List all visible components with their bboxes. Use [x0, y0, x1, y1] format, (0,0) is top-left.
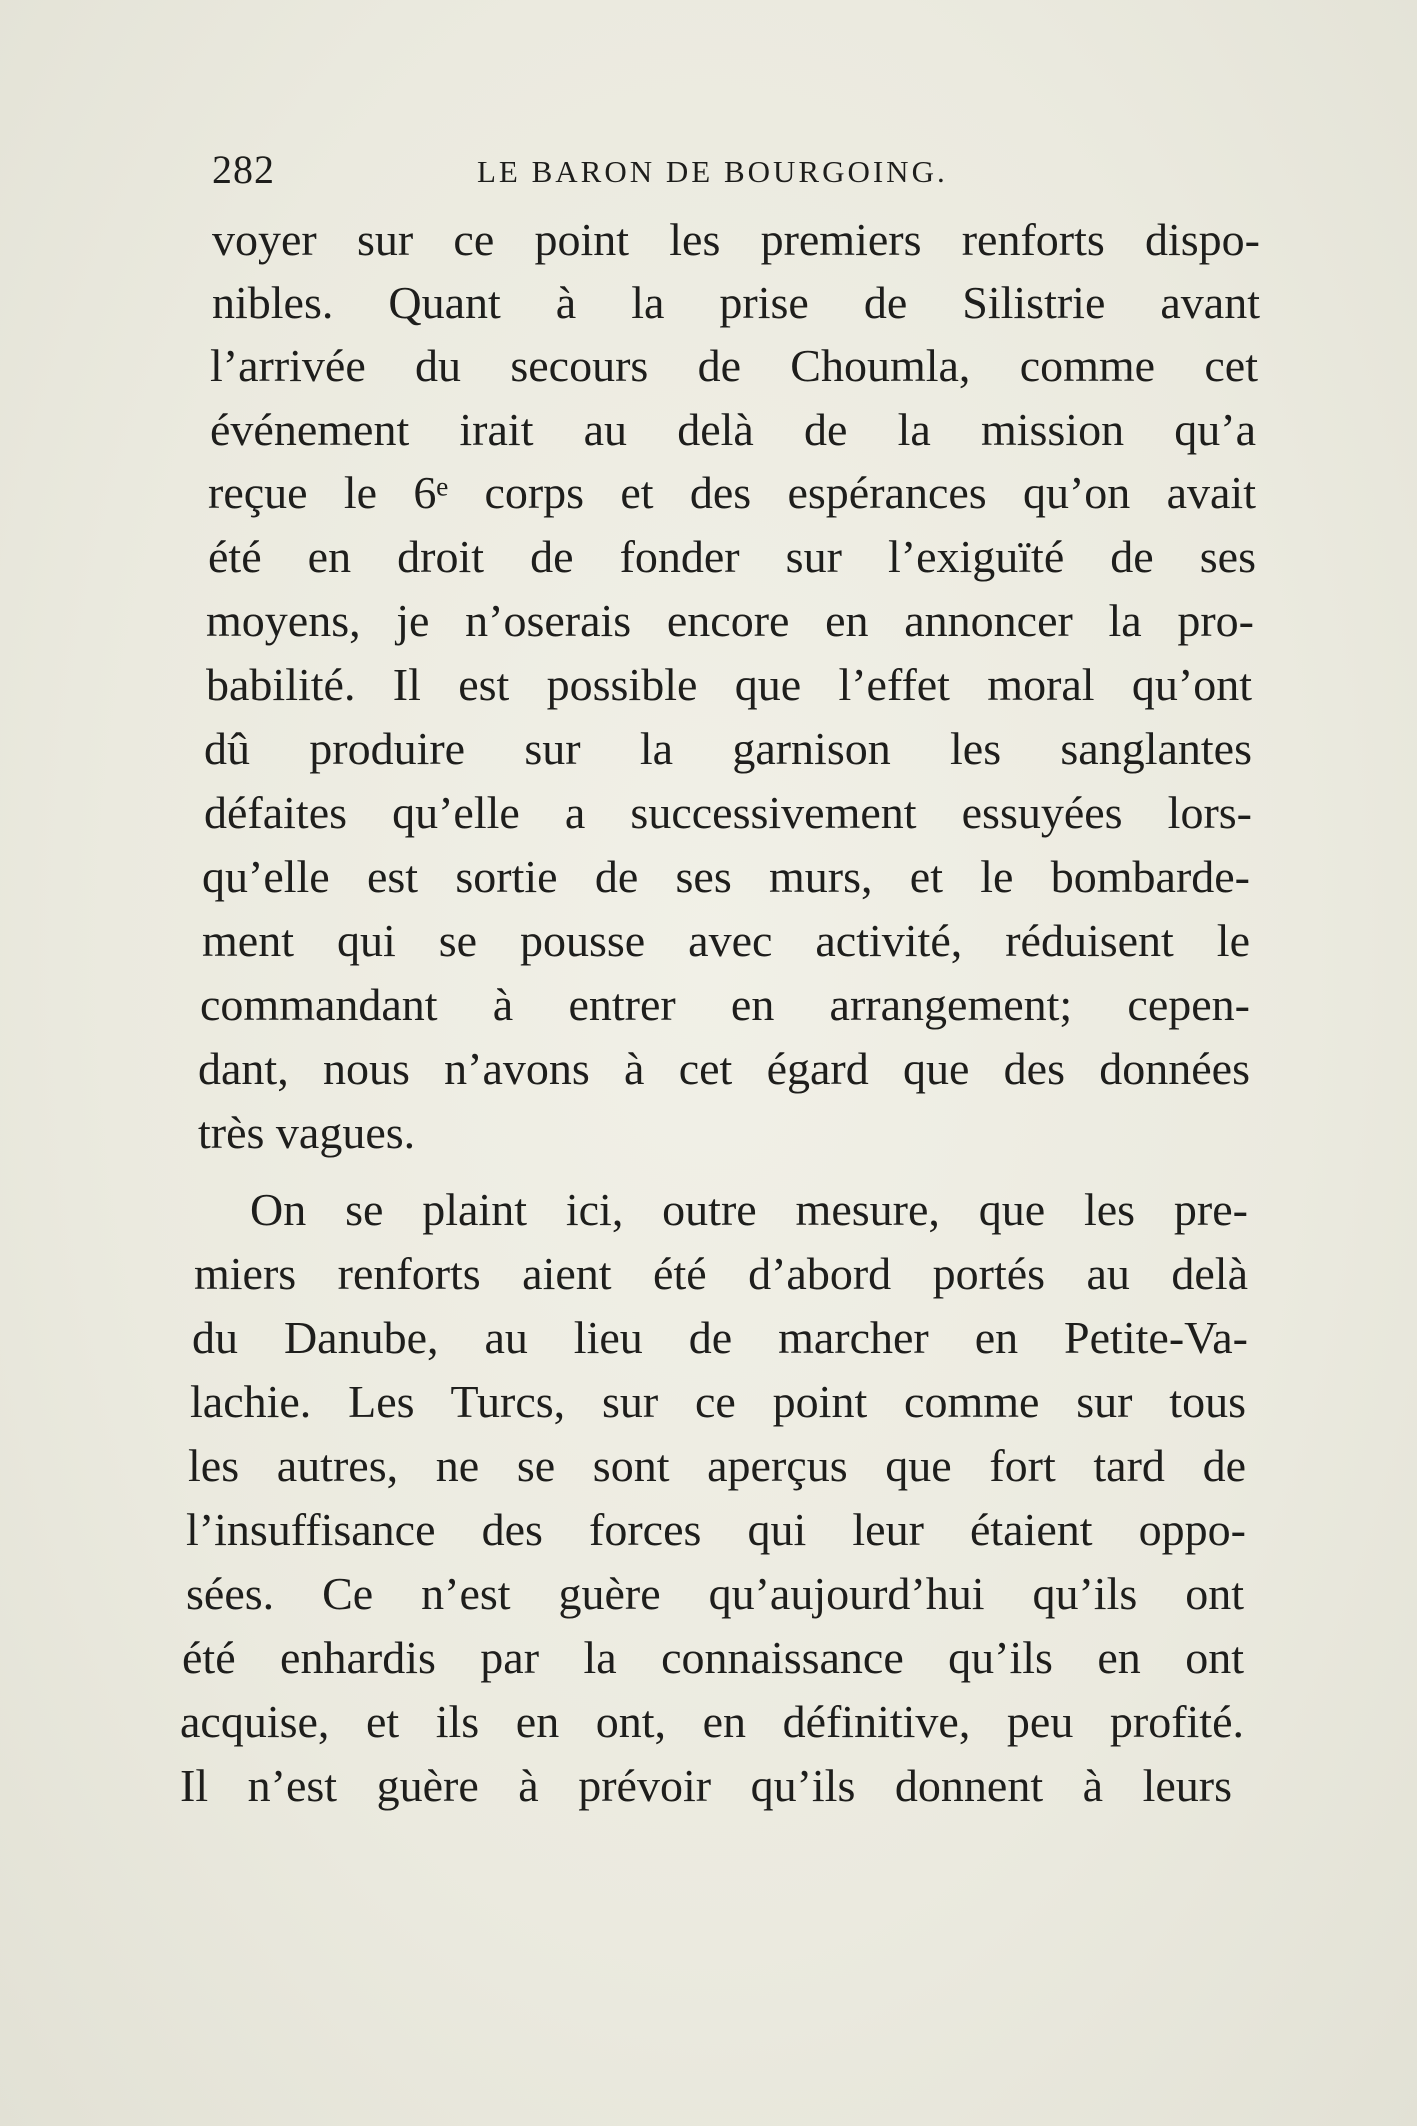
running-head: LE BARON DE BOURGOING. [477, 154, 948, 189]
text-line: été enhardis par la connaissance qu’ils en ont [182, 1632, 1244, 1683]
text-line: lachie. Les Turcs, sur ce point comme sur tous [190, 1376, 1246, 1427]
text-line: miers renforts aient été d’abord portés au delà [194, 1248, 1248, 1299]
text-line: dant, nous n’avons à cet égard que des données [198, 1043, 1250, 1094]
page-number: 282 [212, 147, 275, 192]
text-line: sées. Ce n’est guère qu’aujourd’hui qu’ils ont [186, 1568, 1244, 1619]
text-line: nibles. Quant à la prise de Silistrie avant [212, 277, 1260, 328]
text-line: commandant à entrer en arrangement; cepen- [200, 979, 1250, 1030]
text-line: moyens, je n’oserais encore en annoncer la pro- [206, 595, 1254, 646]
text-line: ment qui se pousse avec activité, réduisent le [202, 915, 1250, 966]
text-line: très vagues. [198, 1107, 416, 1158]
text-line: du Danube, au lieu de marcher en Petite-Va- [192, 1312, 1248, 1363]
text-line: babilité. Il est possible que l’effet moral qu’ont [206, 659, 1252, 710]
text-line: l’insuffisance des forces qui leur étaient oppo- [186, 1504, 1246, 1555]
text-line: les autres, ne se sont aperçus que fort tard de [188, 1440, 1246, 1491]
text-line: été en droit de fonder sur l’exiguïté de ses [208, 531, 1256, 582]
text-line: acquise, et ils en ont, en définitive, peu profité. [180, 1696, 1244, 1747]
text-line: qu’elle est sortie de ses murs, et le bombarde- [202, 851, 1250, 902]
text-line: dû produire sur la garnison les sanglantes [204, 723, 1252, 774]
text-line: défaites qu’elle a successivement essuyées lors- [204, 787, 1252, 838]
text-line: Il n’est guère à prévoir qu’ils donnent à leurs [180, 1760, 1232, 1811]
text-line: reçue le 6ᵉ corps et des espérances qu’on avait [208, 467, 1256, 518]
text-line: voyer sur ce point les premiers renforts dispo- [212, 214, 1260, 265]
text-line: événement irait au delà de la mission qu’a [210, 404, 1256, 455]
text-line: l’arrivée du secours de Choumla, comme cet [210, 340, 1258, 391]
text-line: On se plaint ici, outre mesure, que les pre- [250, 1184, 1248, 1235]
